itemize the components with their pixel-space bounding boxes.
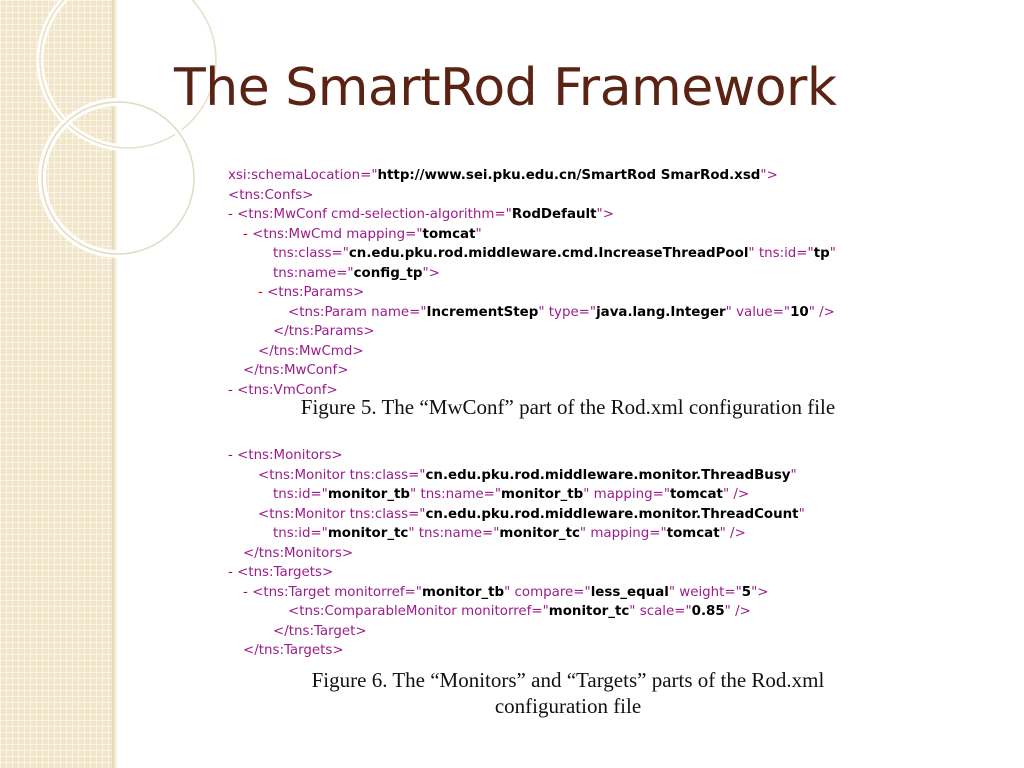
figure-6-xml-line: <tns:Monitor tns:class="cn.edu.pku.rod.middleware.monitor.ThreadCount": [258, 506, 805, 522]
figure-5-xml-line: - <tns:Params>: [258, 285, 365, 300]
figure-6-xml-line: tns:id="monitor_tb" tns:name="monitor_tb" mapping="tomcat" />: [273, 487, 750, 502]
figure-5-xml-line: - <tns:MwConf cmd-selection-algorithm="RodDefault">: [228, 207, 614, 222]
figure-6-xml-line: </tns:Targets>: [243, 643, 344, 658]
figure-6-xml-line: <tns:ComparableMonitor monitorref="monitor_tc" scale="0.85" />: [288, 604, 751, 619]
decorative-circles: [0, 0, 260, 260]
figure-6-xml-line: - <tns:Target monitorref="monitor_tb" compare="less_equal" weight="5">: [243, 584, 769, 600]
figure-6-xml-line: - <tns:Targets>: [228, 565, 334, 580]
figure-6-caption: [228, 667, 908, 719]
page-title: The SmartRod Framework: [174, 58, 837, 118]
figure-5-xml-line: xsi:schemaLocation="http://www.sei.pku.edu.cn/SmartRod SmarRod.xsd">: [228, 168, 778, 183]
figure-5-xml-line: <tns:Confs>: [228, 187, 314, 203]
figure-5-xml-line: - <tns:MwCmd mapping="tomcat": [243, 226, 482, 242]
figure-6-xml-line: - <tns:Monitors>: [228, 448, 343, 463]
figure-6-xml-line: <tns:Monitor tns:class="cn.edu.pku.rod.middleware.monitor.ThreadBusy": [258, 467, 797, 483]
figure-5-xml-listing: [228, 166, 836, 400]
figure-5-xml-line: </tns:Params>: [273, 324, 375, 339]
figure-6-caption-line-1: Figure 6. The “Monitors” and “Targets” parts of the Rod.xml: [311, 668, 825, 692]
figure-5-xml-line: <tns:Param name="IncrementStep" type="java.lang.Integer" value="10" />: [288, 304, 835, 320]
figure-6-xml-line: </tns:Target>: [273, 623, 367, 639]
figure-5-xml-line: </tns:MwConf>: [243, 363, 349, 378]
figure-5-caption: Figure 5. The “MwConf” part of the Rod.xml configuration file: [300, 395, 836, 419]
figure-5-xml-line: tns:class="cn.edu.pku.rod.middleware.cmd.IncreaseThreadPool" tns:id="tp": [273, 246, 836, 261]
figure-5-xml-line: - <tns:VmConf>: [228, 382, 338, 398]
figure-6-xml-listing: [228, 446, 805, 661]
figure-5-xml-line: </tns:MwCmd>: [258, 343, 364, 359]
figure-5-xml-line: tns:name="config_tp">: [273, 265, 440, 281]
figure-6-xml-line: </tns:Monitors>: [243, 545, 354, 561]
figure-6-xml-line: tns:id="monitor_tc" tns:name="monitor_tc" mapping="tomcat" />: [273, 526, 746, 541]
figure-6-caption-line-2: configuration file: [494, 694, 642, 718]
